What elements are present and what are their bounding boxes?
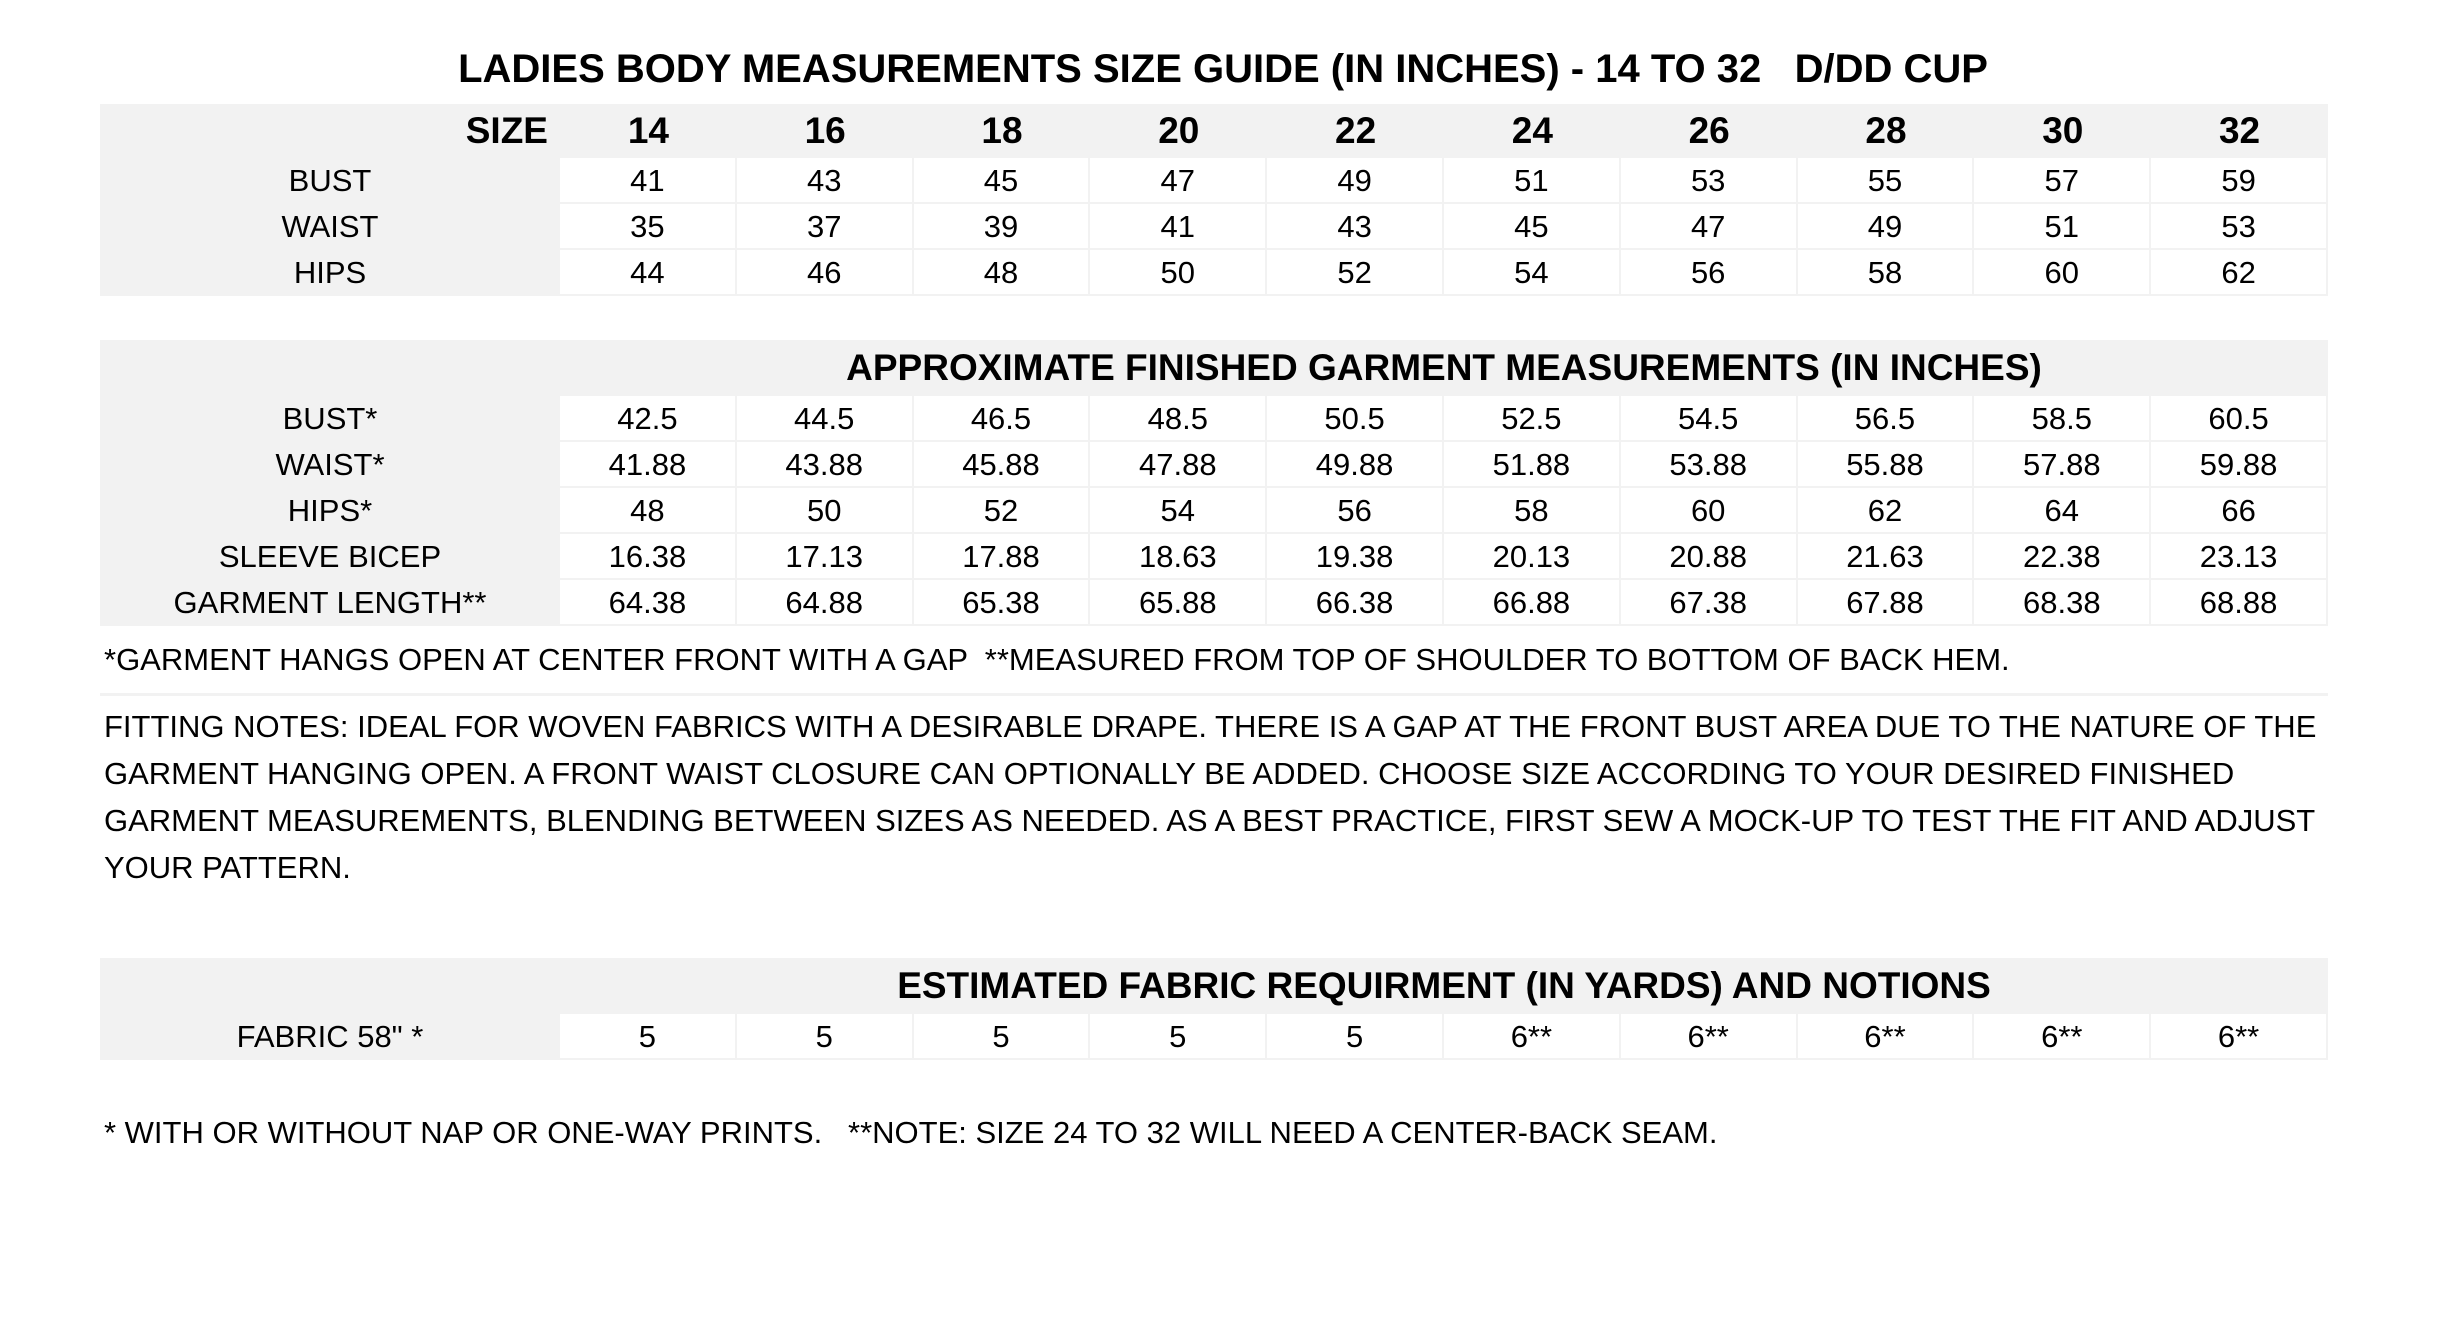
page-title: LADIES BODY MEASUREMENTS SIZE GUIDE (IN INCHES) - 14 TO 32 D/DD CUP bbox=[458, 47, 1988, 91]
table-cell: 57.88 bbox=[1974, 442, 2151, 488]
table-cell: 48 bbox=[560, 488, 737, 534]
size-header-cell: 18 bbox=[981, 110, 1023, 151]
table-cell: 56.5 bbox=[1798, 396, 1975, 442]
table-cell: 52 bbox=[1267, 250, 1444, 296]
table-cell: 47.88 bbox=[1090, 442, 1267, 488]
row-label: SLEEVE BICEP bbox=[100, 534, 560, 580]
table-cell: 51 bbox=[1974, 204, 2151, 250]
table-cell: 68.88 bbox=[2151, 580, 2328, 626]
table-row bbox=[100, 534, 2328, 580]
fabric-requirement-table bbox=[100, 958, 2328, 1060]
table-cell: 6** bbox=[1621, 1014, 1798, 1060]
size-header-cell: 16 bbox=[804, 110, 846, 151]
table-cell: 21.63 bbox=[1798, 534, 1975, 580]
table-cell: 65.38 bbox=[914, 580, 1091, 626]
table-row bbox=[100, 158, 2328, 204]
table-cell: 54 bbox=[1090, 488, 1267, 534]
table-cell: 41.88 bbox=[560, 442, 737, 488]
table-cell: 51 bbox=[1444, 158, 1621, 204]
table-cell: 18.63 bbox=[1090, 534, 1267, 580]
table-cell: 50.5 bbox=[1267, 396, 1444, 442]
table-cell: 50 bbox=[1090, 250, 1267, 296]
table-cell: 5 bbox=[560, 1014, 737, 1060]
table-cell: 62 bbox=[2151, 250, 2328, 296]
table-row bbox=[100, 442, 2328, 488]
size-header-cell: 14 bbox=[627, 110, 669, 151]
table-cell: 52 bbox=[914, 488, 1091, 534]
table-cell: 51.88 bbox=[1444, 442, 1621, 488]
size-header-cell: 32 bbox=[2218, 110, 2261, 151]
size-header-cell: 30 bbox=[2042, 110, 2084, 151]
table-row bbox=[100, 250, 2328, 296]
table-cell: 41 bbox=[1090, 204, 1267, 250]
table-cell: 42.5 bbox=[560, 396, 737, 442]
divider bbox=[100, 693, 2328, 696]
table-cell: 68.38 bbox=[1974, 580, 2151, 626]
garment-measurements-table bbox=[100, 340, 2328, 626]
table-cell: 55.88 bbox=[1798, 442, 1975, 488]
table-cell: 45 bbox=[914, 158, 1091, 204]
table-cell: 65.88 bbox=[1090, 580, 1267, 626]
table-cell: 66 bbox=[2151, 488, 2328, 534]
table-cell: 43 bbox=[737, 158, 914, 204]
table-cell: 49.88 bbox=[1267, 442, 1444, 488]
table-cell: 6** bbox=[1798, 1014, 1975, 1060]
table-cell: 55 bbox=[1798, 158, 1975, 204]
table-cell: 19.38 bbox=[1267, 534, 1444, 580]
table-cell: 35 bbox=[560, 204, 737, 250]
table-cell: 46.5 bbox=[914, 396, 1091, 442]
table-cell: 49 bbox=[1267, 158, 1444, 204]
table-cell: 67.88 bbox=[1798, 580, 1975, 626]
fitting-notes bbox=[104, 703, 2344, 891]
table-cell: 41 bbox=[560, 158, 737, 204]
fitting-notes-line: GARMENT MEASUREMENTS, BLENDING BETWEEN SIZES AS NEEDED. AS A BEST PRACTICE, FIRST SEW A MOCK-UP TO TEST THE FIT AND ADJUST bbox=[104, 803, 2316, 838]
table-cell: 60 bbox=[1621, 488, 1798, 534]
table-cell: 56 bbox=[1621, 250, 1798, 296]
size-header-cell: 24 bbox=[1511, 110, 1553, 151]
row-label: BUST bbox=[100, 158, 560, 204]
row-label: BUST* bbox=[100, 396, 560, 442]
size-header-cell: 26 bbox=[1688, 110, 1730, 151]
table-cell: 39 bbox=[914, 204, 1091, 250]
garment-section-header bbox=[100, 340, 2328, 396]
section-header-spacer bbox=[100, 958, 560, 1014]
table-row bbox=[100, 204, 2328, 250]
table-cell: 6** bbox=[1444, 1014, 1621, 1060]
garment-footnote: *GARMENT HANGS OPEN AT CENTER FRONT WITH A GAP **MEASURED FROM TOP OF SHOULDER TO BOTTOM OF BACK HEM. bbox=[104, 642, 2010, 677]
table-row bbox=[100, 396, 2328, 442]
table-cell: 17.88 bbox=[914, 534, 1091, 580]
size-header-label: SIZE bbox=[100, 104, 560, 158]
table-cell: 64 bbox=[1974, 488, 2151, 534]
table-cell: 53 bbox=[1621, 158, 1798, 204]
section-header-spacer bbox=[100, 340, 560, 396]
table-cell: 46 bbox=[737, 250, 914, 296]
body-measurements-table bbox=[100, 104, 2328, 296]
fitting-notes-line: YOUR PATTERN. bbox=[104, 850, 351, 885]
fabric-section-title: ESTIMATED FABRIC REQUIRMENT (IN YARDS) AND NOTIONS bbox=[897, 965, 1991, 1006]
table-cell: 48.5 bbox=[1090, 396, 1267, 442]
size-header-cell: 20 bbox=[1158, 110, 1200, 151]
table-cell: 20.13 bbox=[1444, 534, 1621, 580]
table-cell: 6** bbox=[2151, 1014, 2328, 1060]
table-cell: 17.13 bbox=[737, 534, 914, 580]
table-cell: 44 bbox=[560, 250, 737, 296]
table-cell: 59.88 bbox=[2151, 442, 2328, 488]
table-cell: 49 bbox=[1798, 204, 1975, 250]
table-cell: 62 bbox=[1798, 488, 1975, 534]
table-cell: 47 bbox=[1090, 158, 1267, 204]
table-cell: 45 bbox=[1444, 204, 1621, 250]
size-header-cell: 28 bbox=[1865, 110, 1907, 151]
fitting-notes-line: FITTING NOTES: IDEAL FOR WOVEN FABRICS WITH A DESIRABLE DRAPE. THERE IS A GAP AT THE FRONT BUST AREA DUE TO THE NATURE OF THE bbox=[104, 709, 2317, 744]
table-cell: 57 bbox=[1974, 158, 2151, 204]
table-cell: 60 bbox=[1974, 250, 2151, 296]
table-cell: 5 bbox=[1267, 1014, 1444, 1060]
fabric-rows bbox=[100, 1014, 2328, 1060]
table-cell: 56 bbox=[1267, 488, 1444, 534]
table-cell: 67.38 bbox=[1621, 580, 1798, 626]
row-label: HIPS* bbox=[100, 488, 560, 534]
table-cell: 64.88 bbox=[737, 580, 914, 626]
table-row bbox=[100, 488, 2328, 534]
table-cell: 5 bbox=[914, 1014, 1091, 1060]
table-cell: 48 bbox=[914, 250, 1091, 296]
table-cell: 60.5 bbox=[2151, 396, 2328, 442]
table-cell: 22.38 bbox=[1974, 534, 2151, 580]
table-cell: 59 bbox=[2151, 158, 2328, 204]
table-cell: 44.5 bbox=[737, 396, 914, 442]
table-cell: 43.88 bbox=[737, 442, 914, 488]
row-label: GARMENT LENGTH** bbox=[100, 580, 560, 626]
row-label: WAIST* bbox=[100, 442, 560, 488]
table-row bbox=[100, 1014, 2328, 1060]
table-cell: 54 bbox=[1444, 250, 1621, 296]
size-header-row bbox=[100, 104, 2328, 158]
table-cell: 23.13 bbox=[2151, 534, 2328, 580]
fabric-section-header bbox=[100, 958, 2328, 1014]
table-cell: 53.88 bbox=[1621, 442, 1798, 488]
garment-section-title: APPROXIMATE FINISHED GARMENT MEASUREMENTS (IN INCHES) bbox=[846, 347, 2042, 388]
table-cell: 58 bbox=[1798, 250, 1975, 296]
table-cell: 50 bbox=[737, 488, 914, 534]
table-cell: 16.38 bbox=[560, 534, 737, 580]
table-row bbox=[100, 580, 2328, 626]
table-cell: 37 bbox=[737, 204, 914, 250]
table-cell: 52.5 bbox=[1444, 396, 1621, 442]
table-cell: 53 bbox=[2151, 204, 2328, 250]
row-label: FABRIC 58" * bbox=[100, 1014, 560, 1060]
table-cell: 54.5 bbox=[1621, 396, 1798, 442]
table-cell: 66.38 bbox=[1267, 580, 1444, 626]
size-header-cell: 22 bbox=[1335, 110, 1377, 151]
table-cell: 58.5 bbox=[1974, 396, 2151, 442]
table-cell: 5 bbox=[737, 1014, 914, 1060]
table-cell: 64.38 bbox=[560, 580, 737, 626]
table-cell: 20.88 bbox=[1621, 534, 1798, 580]
fabric-footnote: * WITH OR WITHOUT NAP OR ONE-WAY PRINTS. **NOTE: SIZE 24 TO 32 WILL NEED A CENTER-BACK SEAM. bbox=[104, 1115, 1718, 1150]
fitting-notes-line: GARMENT HANGING OPEN. A FRONT WAIST CLOSURE CAN OPTIONALLY BE ADDED. CHOOSE SIZE ACCORDING TO YOUR DESIRED FINISHED bbox=[104, 756, 2235, 791]
garment-rows bbox=[100, 396, 2328, 626]
row-label: HIPS bbox=[100, 250, 560, 296]
table-cell: 47 bbox=[1621, 204, 1798, 250]
table-cell: 43 bbox=[1267, 204, 1444, 250]
row-label: WAIST bbox=[100, 204, 560, 250]
table-cell: 6** bbox=[1974, 1014, 2151, 1060]
table-cell: 45.88 bbox=[914, 442, 1091, 488]
table-cell: 5 bbox=[1090, 1014, 1267, 1060]
table-cell: 58 bbox=[1444, 488, 1621, 534]
table-cell: 66.88 bbox=[1444, 580, 1621, 626]
body-rows bbox=[100, 158, 2328, 296]
